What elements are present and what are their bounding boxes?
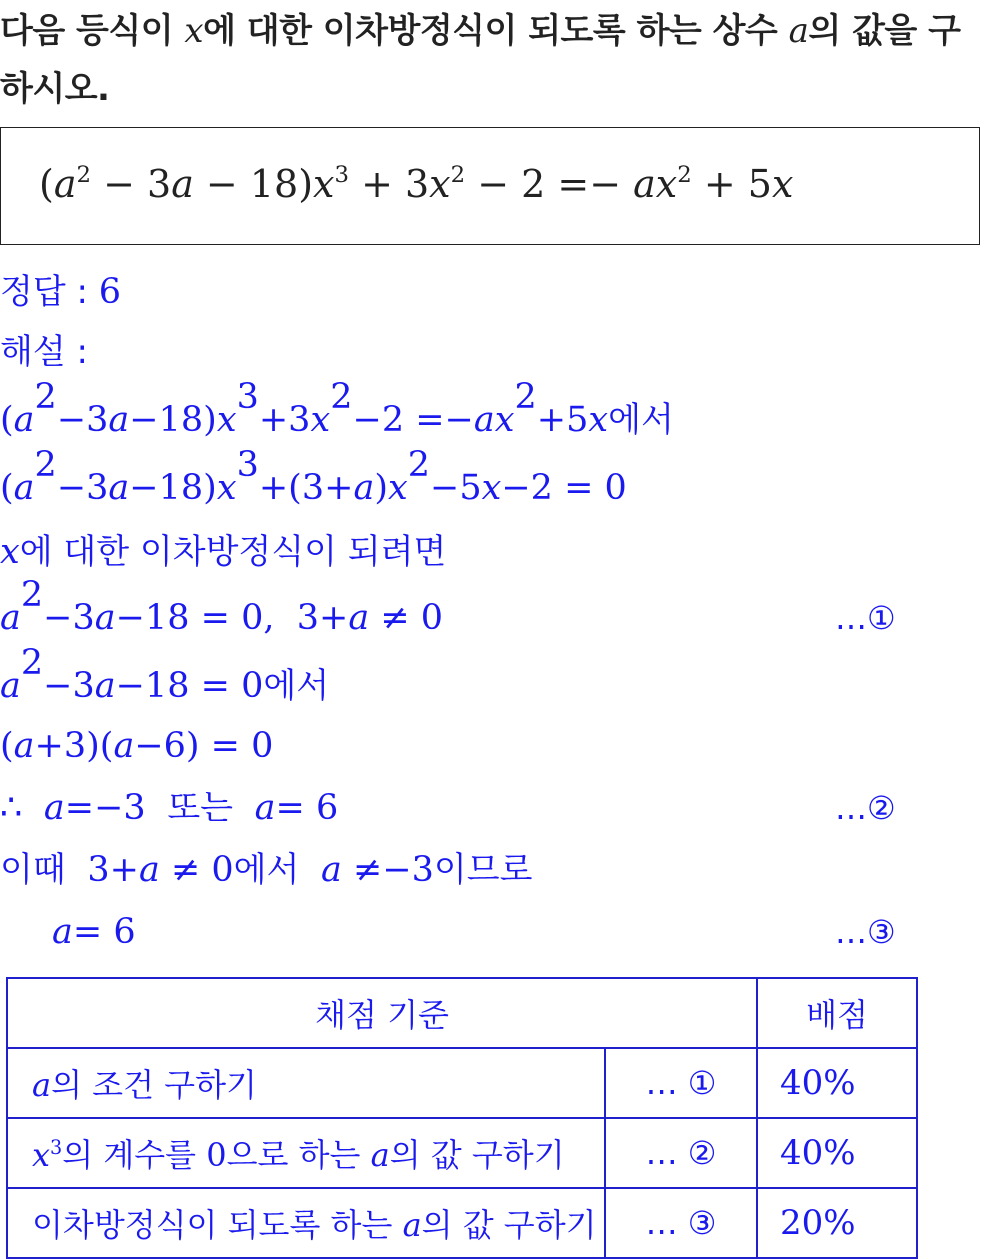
- solution-step-3: x에 대한 이차방정식이 되려면: [0, 532, 447, 572]
- marker-cell: … ③: [605, 1188, 757, 1258]
- points-cell: 40%: [757, 1048, 917, 1118]
- grading-header-row: [7, 978, 917, 1048]
- question-part: 에 대한 이차방정식이 되도록 하는 상수: [203, 11, 789, 51]
- answer-line: [0, 270, 121, 314]
- question-text: [0, 2, 990, 118]
- criterion-cell: 이차방정식이 되도록 하는 a의 값 구하기: [7, 1188, 605, 1258]
- solution-step-8: 이때 3+a ≠ 0에서 a ≠−3이므로: [0, 850, 533, 890]
- solution-step-9: a= 6: [52, 912, 136, 952]
- marker-2: …②: [835, 789, 896, 827]
- solution-step-7: ∴ a=−3 또는 a= 6: [0, 788, 339, 828]
- grading-row: [7, 1048, 917, 1118]
- var-a: a: [788, 11, 809, 51]
- answer-value: 6: [98, 272, 122, 312]
- question-part: 다음 등식이: [0, 11, 185, 51]
- criterion-cell: $x^3$의 계수를 0으로 하는 a의 값 구하기: [7, 1118, 605, 1188]
- equation-box: [0, 127, 980, 245]
- equation: $(a^2 - 3a - 18)x^3 + 3x^2 - 2 =- ax^2 + 5x$: [39, 162, 794, 206]
- explanation-label: 해설 :: [0, 332, 88, 372]
- grading-table: [6, 977, 918, 1259]
- question-part: 의 값을 구하시오.: [0, 11, 961, 109]
- solution-step-4: $a^2-3a-18 = 0$, 3+a ≠ 0: [0, 575, 444, 638]
- grading-row: [7, 1118, 917, 1188]
- grading-row: [7, 1188, 917, 1258]
- solution-step-2: $(a^2-3a-18)x^3+(3+a)x^2-5x-2 = 0$: [0, 445, 627, 508]
- marker-cell: … ①: [605, 1048, 757, 1118]
- header-criteria: 채점 기준: [7, 978, 757, 1048]
- criterion-cell: a의 조건 구하기: [7, 1048, 605, 1118]
- answer-label: 정답 :: [0, 272, 88, 312]
- points-cell: 40%: [757, 1118, 917, 1188]
- solution-step-5: $a^2-3a-18 = 0$에서: [0, 643, 330, 706]
- solution-step-1: $(a^2-3a-18)x^3+3x^2-2 =-ax^2+5x$에서: [0, 377, 674, 440]
- marker-1: …①: [835, 599, 896, 637]
- var-x: x: [184, 11, 204, 51]
- marker-3: …③: [835, 913, 896, 951]
- header-points: 배점: [757, 978, 917, 1048]
- marker-cell: … ②: [605, 1118, 757, 1188]
- points-cell: 20%: [757, 1188, 917, 1258]
- solution-step-6: (a+3)(a−6) = 0: [0, 726, 274, 766]
